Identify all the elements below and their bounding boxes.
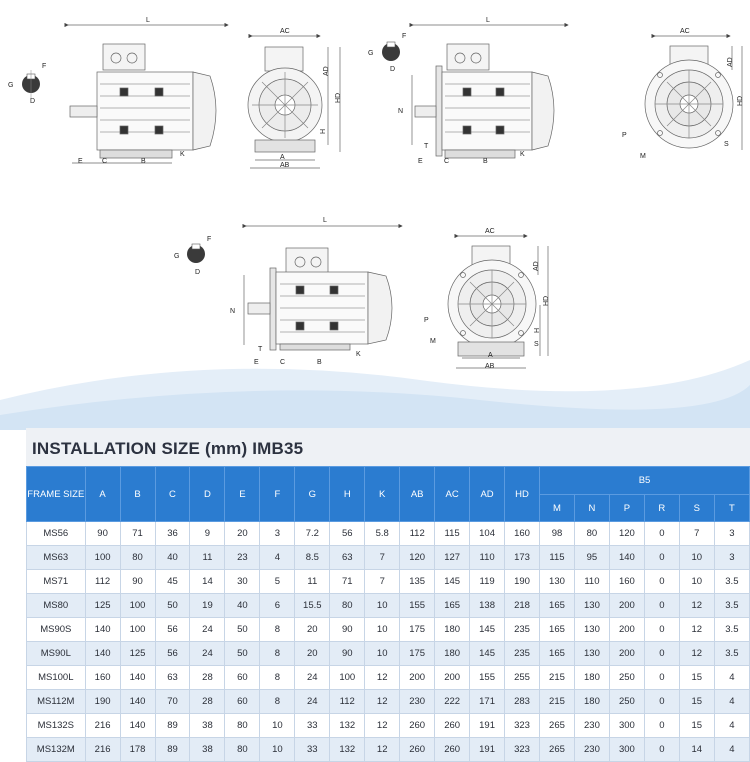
header-ac: AC [435, 467, 470, 522]
table-cell: 89 [155, 738, 190, 762]
table-cell: 4 [714, 690, 749, 714]
label-l-4: L [323, 217, 327, 224]
table-cell: 112 [330, 690, 365, 714]
table-cell: 140 [609, 546, 644, 570]
frame-size-cell: MS100L [27, 666, 86, 690]
table-cell: 8 [260, 642, 295, 666]
table-cell: 112 [400, 522, 435, 546]
table-cell: 200 [609, 618, 644, 642]
table-cell: 283 [505, 690, 540, 714]
table-cell: 40 [225, 594, 260, 618]
frame-size-cell: MS132M [27, 738, 86, 762]
table-title: INSTALLATION SIZE (mm) IMB35 [32, 439, 304, 458]
table-cell: 10 [679, 546, 714, 570]
table-cell: 260 [400, 714, 435, 738]
table-cell: 28 [190, 690, 225, 714]
header-h: H [330, 467, 365, 522]
flange-front-view-1 [645, 36, 742, 150]
table-cell: 15 [679, 666, 714, 690]
header-g: G [295, 467, 330, 522]
label-e-2: E [418, 158, 423, 165]
table-cell: 145 [435, 570, 470, 594]
header-a: A [85, 467, 120, 522]
shaft-key-detail-3 [174, 236, 211, 276]
table-cell: 15 [679, 714, 714, 738]
table-cell: 90 [120, 570, 155, 594]
table-cell: 80 [574, 522, 609, 546]
header-b5-group: B5 [540, 467, 750, 495]
table-cell: 33 [295, 714, 330, 738]
frame-size-cell: MS71 [27, 570, 86, 594]
table-cell: 218 [505, 594, 540, 618]
header-b5-n: N [574, 495, 609, 522]
table-cell: 80 [225, 738, 260, 762]
table-cell: 90 [85, 522, 120, 546]
table-cell: 120 [609, 522, 644, 546]
table-cell: 120 [400, 546, 435, 570]
table-cell: 300 [609, 738, 644, 762]
label-t-2: T [424, 143, 429, 150]
table-cell: 222 [435, 690, 470, 714]
table-cell: 6 [260, 594, 295, 618]
installation-size-table [26, 466, 750, 762]
table-row [27, 546, 750, 570]
table-cell: 215 [540, 690, 575, 714]
table-cell: 110 [574, 570, 609, 594]
table-cell: 10 [679, 570, 714, 594]
table-cell: 0 [644, 738, 679, 762]
label-g-2: G [368, 50, 374, 57]
label-n-2: N [398, 108, 404, 115]
label-h-1: H [320, 128, 327, 134]
table-cell: 30 [225, 570, 260, 594]
table-cell: 5 [260, 570, 295, 594]
table-row [27, 618, 750, 642]
table-cell: 23 [225, 546, 260, 570]
table-cell: 7 [365, 570, 400, 594]
table-cell: 50 [225, 618, 260, 642]
motor-side-view-3 [244, 226, 402, 350]
table-cell: 125 [120, 642, 155, 666]
motor-side-view-1 [68, 25, 228, 163]
table-cell: 230 [574, 714, 609, 738]
label-e-1: E [78, 158, 83, 165]
table-cell: 155 [470, 666, 505, 690]
header-b5-s: S [679, 495, 714, 522]
table-row [27, 738, 750, 762]
table-cell: 115 [540, 546, 575, 570]
label-f-4: F [207, 236, 212, 243]
table-cell: 140 [120, 666, 155, 690]
label-hd-1: HD [335, 92, 342, 103]
header-b5-t: T [714, 495, 749, 522]
table-cell: 100 [120, 594, 155, 618]
table-cell: 8.5 [295, 546, 330, 570]
table-cell: 175 [400, 618, 435, 642]
table-cell: 4 [260, 546, 295, 570]
table-cell: 12 [679, 642, 714, 666]
table-cell: 215 [540, 666, 575, 690]
table-cell: 190 [505, 570, 540, 594]
table-cell: 0 [644, 666, 679, 690]
table-cell: 265 [540, 714, 575, 738]
table-cell: 4 [714, 738, 749, 762]
table-cell: 24 [190, 618, 225, 642]
table-cell: 112 [85, 570, 120, 594]
table-cell: 200 [609, 642, 644, 666]
header-f: F [260, 467, 295, 522]
table-cell: 56 [155, 618, 190, 642]
table-cell: 160 [85, 666, 120, 690]
label-ac-3: AC [680, 28, 690, 35]
table-cell: 36 [155, 522, 190, 546]
table-cell: 14 [190, 570, 225, 594]
label-ac-1: AC [280, 28, 290, 35]
table-row [27, 714, 750, 738]
table-cell: 260 [435, 738, 470, 762]
header-frame-size: FRAME SIZE [27, 467, 86, 522]
table-cell: 178 [120, 738, 155, 762]
table-cell: 12 [679, 594, 714, 618]
header-b5-r: R [644, 495, 679, 522]
label-f: F [42, 63, 47, 70]
table-cell: 155 [400, 594, 435, 618]
label-ac-5: AC [485, 228, 495, 235]
table-cell: 12 [679, 618, 714, 642]
label-hd-5: HD [543, 295, 550, 306]
shaft-key-detail-2 [368, 33, 406, 73]
table-cell: 11 [295, 570, 330, 594]
table-cell: 56 [330, 522, 365, 546]
label-ab-1: AB [280, 162, 290, 169]
table-cell: 3 [714, 546, 749, 570]
table-cell: 300 [609, 714, 644, 738]
table-cell: 145 [470, 642, 505, 666]
table-cell: 19 [190, 594, 225, 618]
table-cell: 9 [190, 522, 225, 546]
label-n-4: N [230, 308, 236, 315]
table-cell: 260 [400, 738, 435, 762]
header-ad: AD [470, 467, 505, 522]
table-body [27, 522, 750, 762]
table-cell: 56 [155, 642, 190, 666]
label-c-1: C [102, 158, 108, 165]
table-cell: 191 [470, 714, 505, 738]
table-cell: 50 [225, 642, 260, 666]
table-cell: 140 [85, 618, 120, 642]
table-cell: 95 [574, 546, 609, 570]
table-cell: 8 [260, 618, 295, 642]
label-d-4: D [195, 269, 201, 276]
header-b: B [120, 467, 155, 522]
label-p-3: P [622, 132, 627, 139]
label-c-4: C [280, 359, 286, 366]
table-cell: 24 [190, 642, 225, 666]
header-k: K [365, 467, 400, 522]
label-ad-5: AD [533, 261, 540, 271]
table-cell: 4 [714, 666, 749, 690]
table-cell: 138 [470, 594, 505, 618]
table-cell: 216 [85, 714, 120, 738]
label-d: D [30, 98, 36, 105]
label-k-2: K [520, 151, 525, 158]
table-cell: 130 [540, 570, 575, 594]
table-cell: 165 [540, 642, 575, 666]
table-cell: 127 [435, 546, 470, 570]
table-cell: 323 [505, 738, 540, 762]
table-cell: 140 [120, 714, 155, 738]
table-cell: 130 [574, 642, 609, 666]
table-row [27, 642, 750, 666]
label-a-1: A [280, 154, 285, 161]
table-cell: 235 [505, 618, 540, 642]
table-cell: 7 [679, 522, 714, 546]
header-ab: AB [400, 467, 435, 522]
frame-size-cell: MS90L [27, 642, 86, 666]
frame-size-cell: MS132S [27, 714, 86, 738]
table-cell: 14 [679, 738, 714, 762]
table-cell: 38 [190, 738, 225, 762]
table-cell: 71 [330, 570, 365, 594]
header-hd: HD [505, 467, 540, 522]
table-cell: 255 [505, 666, 540, 690]
label-m-3: M [640, 153, 646, 160]
table-cell: 265 [540, 738, 575, 762]
label-k-1: K [180, 151, 185, 158]
label-ab-5: AB [485, 363, 495, 370]
header-c: C [155, 467, 190, 522]
table-cell: 165 [540, 618, 575, 642]
label-k-4: K [356, 351, 361, 358]
table-cell: 323 [505, 714, 540, 738]
table-cell: 135 [400, 570, 435, 594]
label-c-2: C [444, 158, 450, 165]
table-cell: 8 [260, 690, 295, 714]
label-t-4: T [258, 346, 263, 353]
table-cell: 0 [644, 570, 679, 594]
table-cell: 235 [505, 642, 540, 666]
table-cell: 165 [435, 594, 470, 618]
table-cell: 20 [295, 642, 330, 666]
table-cell: 230 [400, 690, 435, 714]
table-cell: 10 [365, 594, 400, 618]
motor-side-view-2 [412, 25, 568, 158]
table-cell: 200 [400, 666, 435, 690]
shaft-key-detail-1 [8, 63, 46, 105]
table-cell: 230 [574, 738, 609, 762]
table-cell: 250 [609, 690, 644, 714]
frame-size-cell: MS112M [27, 690, 86, 714]
frame-size-cell: MS63 [27, 546, 86, 570]
table-cell: 160 [609, 570, 644, 594]
motor-front-view-1 [248, 36, 340, 168]
table-cell: 180 [574, 690, 609, 714]
table-cell: 24 [295, 690, 330, 714]
table-cell: 24 [295, 666, 330, 690]
table-cell: 180 [435, 642, 470, 666]
label-b-4: B [317, 359, 322, 366]
table-cell: 125 [85, 594, 120, 618]
table-cell: 175 [400, 642, 435, 666]
table-cell: 3.5 [714, 642, 749, 666]
table-cell: 216 [85, 738, 120, 762]
table-cell: 100 [85, 546, 120, 570]
label-b-1: B [141, 158, 146, 165]
table-cell: 38 [190, 714, 225, 738]
table-cell: 0 [644, 594, 679, 618]
table-cell: 140 [120, 690, 155, 714]
table-cell: 10 [365, 642, 400, 666]
table-cell: 119 [470, 570, 505, 594]
table-cell: 60 [225, 690, 260, 714]
table-cell: 3 [260, 522, 295, 546]
table-row [27, 594, 750, 618]
table-cell: 0 [644, 618, 679, 642]
table-cell: 7.2 [295, 522, 330, 546]
table-cell: 165 [540, 594, 575, 618]
table-cell: 200 [435, 666, 470, 690]
label-d-2: D [390, 66, 396, 73]
label-b-2: B [483, 158, 488, 165]
table-cell: 80 [120, 546, 155, 570]
table-cell: 11 [190, 546, 225, 570]
table-cell: 12 [365, 738, 400, 762]
table-cell: 0 [644, 546, 679, 570]
table-cell: 132 [330, 738, 365, 762]
table-cell: 140 [85, 642, 120, 666]
table-cell: 110 [470, 546, 505, 570]
frame-size-cell: MS56 [27, 522, 86, 546]
table-cell: 15 [679, 690, 714, 714]
table-cell: 250 [609, 666, 644, 690]
table-cell: 100 [330, 666, 365, 690]
label-s-3: S [724, 141, 729, 148]
header-b5-p: P [609, 495, 644, 522]
table-cell: 4 [714, 714, 749, 738]
table-cell: 160 [505, 522, 540, 546]
table-cell: 80 [225, 714, 260, 738]
table-cell: 191 [470, 738, 505, 762]
flange-front-view-2 [448, 236, 548, 368]
table-cell: 132 [330, 714, 365, 738]
table-cell: 130 [574, 618, 609, 642]
table-cell: 71 [120, 522, 155, 546]
table-cell: 0 [644, 714, 679, 738]
table-cell: 0 [644, 522, 679, 546]
label-e-4: E [254, 359, 259, 366]
table-cell: 10 [365, 618, 400, 642]
label-g-4: G [174, 253, 180, 260]
table-cell: 12 [365, 666, 400, 690]
table-cell: 45 [155, 570, 190, 594]
table-cell: 80 [330, 594, 365, 618]
table-cell: 180 [574, 666, 609, 690]
table-cell: 7 [365, 546, 400, 570]
label-f-2: F [402, 33, 407, 40]
table-cell: 90 [330, 618, 365, 642]
table-cell: 8 [260, 666, 295, 690]
table-cell: 190 [85, 690, 120, 714]
label-l-1: L [146, 17, 150, 24]
table-cell: 3.5 [714, 594, 749, 618]
table-row [27, 522, 750, 546]
table-cell: 12 [365, 714, 400, 738]
table-cell: 145 [470, 618, 505, 642]
label-ad-3: AD [727, 57, 734, 67]
frame-size-cell: MS80 [27, 594, 86, 618]
table-cell: 90 [330, 642, 365, 666]
table-cell: 0 [644, 642, 679, 666]
table-cell: 10 [260, 714, 295, 738]
table-cell: 130 [574, 594, 609, 618]
table-cell: 10 [260, 738, 295, 762]
table-cell: 33 [295, 738, 330, 762]
table-cell: 5.8 [365, 522, 400, 546]
table-cell: 28 [190, 666, 225, 690]
table-cell: 3.5 [714, 618, 749, 642]
table-cell: 15.5 [295, 594, 330, 618]
label-s-5: S [534, 341, 539, 348]
table-cell: 63 [330, 546, 365, 570]
table-cell: 104 [470, 522, 505, 546]
label-h-5: H [534, 327, 541, 333]
table-cell: 20 [225, 522, 260, 546]
table-row [27, 690, 750, 714]
label-l-2: L [486, 17, 490, 24]
table-cell: 98 [540, 522, 575, 546]
table-cell: 50 [155, 594, 190, 618]
label-p-5: P [424, 317, 429, 324]
table-cell: 180 [435, 618, 470, 642]
table-row [27, 666, 750, 690]
table-cell: 20 [295, 618, 330, 642]
table-cell: 89 [155, 714, 190, 738]
table-cell: 260 [435, 714, 470, 738]
label-hd-3: HD [737, 95, 744, 106]
table-cell: 12 [365, 690, 400, 714]
table-cell: 173 [505, 546, 540, 570]
table-cell: 63 [155, 666, 190, 690]
label-a-5: A [488, 352, 493, 359]
table-cell: 115 [435, 522, 470, 546]
frame-size-cell: MS90S [27, 618, 86, 642]
label-m-5: M [430, 338, 436, 345]
table-cell: 200 [609, 594, 644, 618]
table-cell: 40 [155, 546, 190, 570]
table-cell: 60 [225, 666, 260, 690]
table-row [27, 570, 750, 594]
table-cell: 100 [120, 618, 155, 642]
label-ad-1: AD [323, 66, 330, 76]
table-cell: 0 [644, 690, 679, 714]
label-g: G [8, 82, 14, 89]
header-d: D [190, 467, 225, 522]
table-header [27, 467, 750, 522]
installation-size-table-wrap [26, 466, 750, 762]
table-cell: 171 [470, 690, 505, 714]
header-b5-m: M [540, 495, 575, 522]
table-cell: 3.5 [714, 570, 749, 594]
table-cell: 3 [714, 522, 749, 546]
header-e: E [225, 467, 260, 522]
table-cell: 70 [155, 690, 190, 714]
